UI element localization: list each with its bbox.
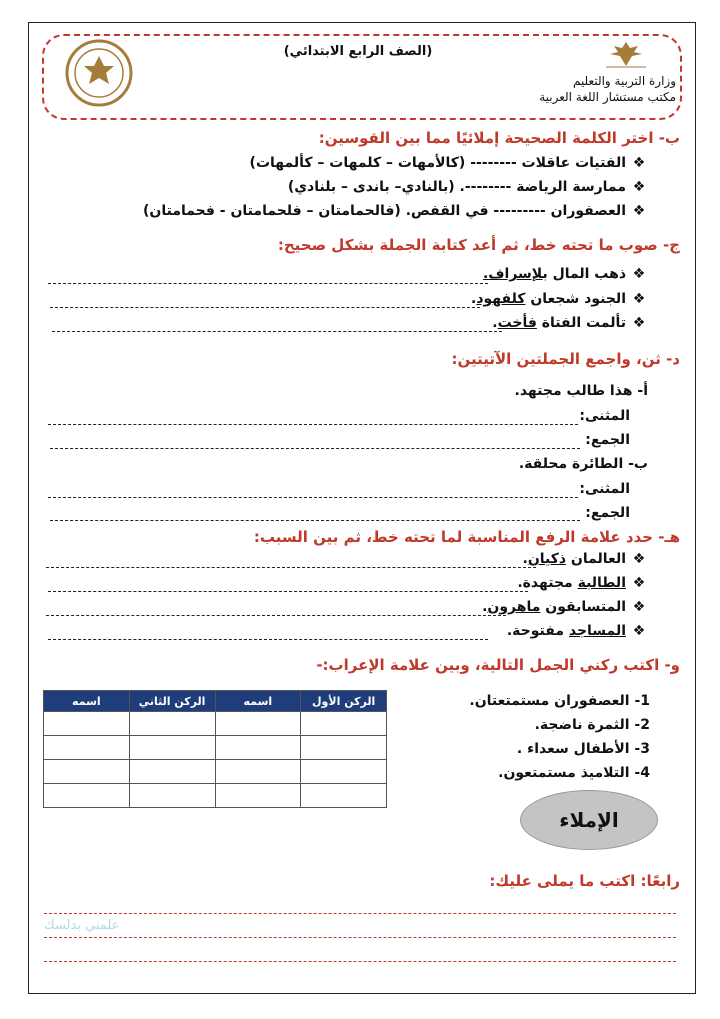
answer-line[interactable] xyxy=(48,497,578,498)
underlined-word: المساجد xyxy=(568,623,626,639)
office-name: مكتب مستشار اللغة العربية xyxy=(539,90,676,104)
underlined-word: الطالبة xyxy=(577,575,626,591)
item-text: العالمان xyxy=(566,551,626,567)
table-header-row xyxy=(44,691,387,712)
table-cell[interactable] xyxy=(129,760,215,784)
item-text: ذهب المال ب xyxy=(542,266,626,282)
grade-title: (الصف الرابع الابتدائي) xyxy=(283,44,433,59)
diamond-bullet-icon: ❖ xyxy=(632,575,646,591)
table-row xyxy=(44,736,387,760)
ministry-logo-icon xyxy=(604,40,648,68)
table-cell[interactable] xyxy=(215,784,301,808)
table-cell[interactable] xyxy=(301,784,387,808)
diamond-bullet-icon: ❖ xyxy=(632,266,646,282)
table-cell[interactable] xyxy=(44,784,130,808)
underlined-word: لإسراف. xyxy=(482,266,543,282)
section-j-item-1 xyxy=(483,266,646,282)
table-cell[interactable] xyxy=(301,736,387,760)
underlined-word: فأخت xyxy=(497,315,537,331)
plural-label: الجمع: xyxy=(585,505,630,521)
table-cell[interactable] xyxy=(129,712,215,736)
sentence-a: أ- هذا طالب مجتهد. xyxy=(514,383,648,399)
underlined-word: ذكيان xyxy=(527,551,567,567)
answer-line[interactable] xyxy=(48,424,578,425)
diamond-bullet-icon: ❖ xyxy=(632,291,646,307)
answer-line[interactable] xyxy=(46,567,536,568)
table-row xyxy=(44,760,387,784)
dual-label: المثنى: xyxy=(579,481,630,497)
item-text: . xyxy=(482,599,488,615)
table-cell[interactable] xyxy=(215,712,301,736)
diamond-bullet-icon: ❖ xyxy=(632,315,646,331)
answer-line[interactable] xyxy=(50,520,580,521)
item-text: . xyxy=(492,315,498,331)
section-b-item-2 xyxy=(288,179,646,195)
section-h-item-1 xyxy=(522,551,646,567)
section-j-title: ج- صوب ما تحته خط، ثم أعد كتابة الجملة بشكل صحيح: xyxy=(277,236,680,254)
table-cell[interactable] xyxy=(215,760,301,784)
diamond-bullet-icon: ❖ xyxy=(632,623,646,639)
item-text: المتسابقون xyxy=(540,599,626,615)
section-w-title: و- اكتب ركني الجمل التالية، وبين علامة الإعراب:- xyxy=(316,656,680,674)
table-cell[interactable] xyxy=(301,760,387,784)
dictation-badge: الإملاء xyxy=(520,790,658,850)
item-text: الفتيات عاقلات -------- (كالأمهات – كلمهات – كألمهات) xyxy=(249,155,626,171)
answer-line[interactable] xyxy=(50,448,580,449)
answer-line[interactable] xyxy=(48,283,488,284)
section-h-item-4 xyxy=(507,623,646,639)
header-part-2: الركن الثاني xyxy=(129,691,215,712)
diamond-bullet-icon: ❖ xyxy=(632,179,646,195)
table-cell[interactable] xyxy=(44,760,130,784)
analysis-table xyxy=(43,690,387,808)
seal-icon xyxy=(64,38,134,108)
section-b-item-1 xyxy=(250,155,646,171)
item-text: تألمت الفتاة xyxy=(536,315,626,331)
diamond-bullet-icon: ❖ xyxy=(632,155,646,171)
sentence-2: 2- الثمرة ناضجة. xyxy=(534,717,650,733)
header-part-1: الركن الأول xyxy=(301,691,387,712)
writing-line[interactable] xyxy=(44,961,676,962)
section-h-item-3 xyxy=(482,599,646,615)
section-b-item-3 xyxy=(143,203,646,219)
item-text: مفتوحة. xyxy=(506,623,569,639)
plural-label: الجمع: xyxy=(585,432,630,448)
answer-line[interactable] xyxy=(46,615,506,616)
item-text: ممارسة الرياضة --------. (بالنادي– باندى – بلنادي) xyxy=(287,179,626,195)
section-h-title: هـ- حدد علامة الرفع المناسبة لما تحته خط، ثم بين السبب: xyxy=(253,528,680,546)
table-row xyxy=(44,784,387,808)
watermark-logo: علمني بدلسك xyxy=(44,918,120,933)
item-text: . xyxy=(470,291,477,307)
section-j-item-2 xyxy=(471,291,646,307)
section-b-title: ب- اختر الكلمة الصحيحة إملائيًا مما بين القوسين: xyxy=(318,129,680,147)
sentence-4: 4- التلاميذ مستمتعون. xyxy=(498,765,650,781)
answer-line[interactable] xyxy=(52,331,502,332)
diamond-bullet-icon: ❖ xyxy=(632,203,646,219)
section-j-item-3 xyxy=(492,315,646,331)
table-cell[interactable] xyxy=(215,736,301,760)
diamond-bullet-icon: ❖ xyxy=(632,599,646,615)
writing-line[interactable] xyxy=(44,913,676,914)
answer-line[interactable] xyxy=(48,639,488,640)
item-text: . xyxy=(522,551,528,567)
section-h-item-2 xyxy=(517,575,646,591)
header-name-2: اسمه xyxy=(44,691,130,712)
answer-line[interactable] xyxy=(48,591,528,592)
item-text: العصفوران --------- في القفص. (فالحمامتان – فلحمامتان - فحمامتان) xyxy=(143,203,626,219)
item-text: مجتهدة. xyxy=(517,575,578,591)
writing-line[interactable] xyxy=(44,937,676,938)
table-cell[interactable] xyxy=(44,712,130,736)
dictation-instruction: رابعًا: اكتب ما يملى عليك: xyxy=(489,872,680,890)
table-row xyxy=(44,712,387,736)
answer-line[interactable] xyxy=(50,307,480,308)
sentence-3: 3- الأطفال سعداء . xyxy=(516,741,650,757)
sentence-1: 1- العصفوران مستمتعتان. xyxy=(469,693,650,709)
section-d-title: د- ثن، واجمع الجملتين الآتيتين: xyxy=(451,350,680,368)
underlined-word: ماهرون xyxy=(487,599,541,615)
sentence-b: ب- الطائرة محلقة. xyxy=(518,456,648,472)
table-cell[interactable] xyxy=(301,712,387,736)
table-cell[interactable] xyxy=(129,736,215,760)
header-name-1: اسمه xyxy=(215,691,301,712)
table-cell[interactable] xyxy=(129,784,215,808)
table-cell[interactable] xyxy=(44,736,130,760)
underlined-word: كلفهود xyxy=(476,291,526,307)
dual-label: المثنى: xyxy=(579,408,630,424)
diamond-bullet-icon: ❖ xyxy=(632,551,646,567)
ministry-name: وزارة التربية والتعليم xyxy=(572,74,676,88)
item-text: الجنود شجعان xyxy=(525,291,626,307)
